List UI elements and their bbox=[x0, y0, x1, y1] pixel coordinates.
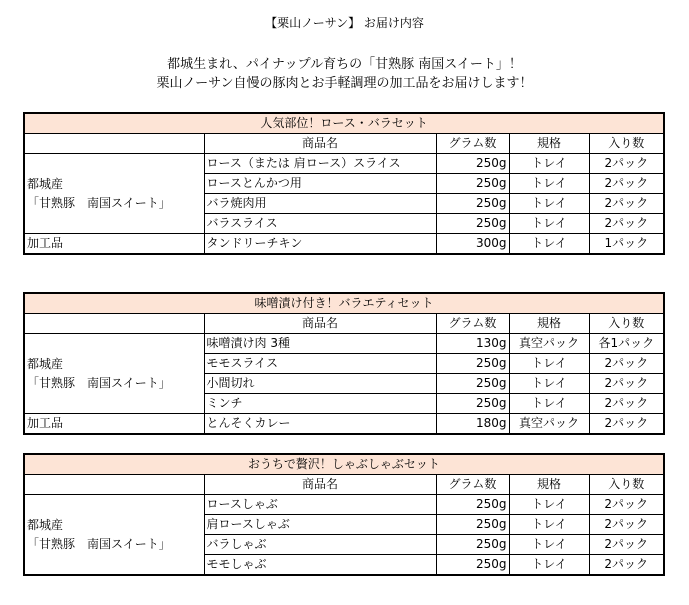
item-spec: トレイ bbox=[509, 194, 589, 214]
item-grams: 250g bbox=[436, 354, 509, 374]
item-grams: 250g bbox=[436, 535, 509, 555]
item-qty: 2パック bbox=[589, 374, 664, 394]
page-title: 【栗山ノーサン】 お届け内容 bbox=[265, 16, 424, 30]
item-spec: トレイ bbox=[509, 354, 589, 374]
item-qty: 2パック bbox=[589, 214, 664, 234]
item-name: タンドリーチキン bbox=[204, 234, 436, 255]
set-table-variety bbox=[23, 292, 665, 435]
category-cell bbox=[24, 154, 204, 234]
item-name: ロース（または 肩ロース）スライス bbox=[204, 154, 436, 174]
item-spec: トレイ bbox=[509, 234, 589, 255]
column-header-qty: 入り数 bbox=[589, 475, 664, 495]
column-header-spec: 規格 bbox=[509, 475, 589, 495]
column-header-spec: 規格 bbox=[509, 134, 589, 154]
item-qty: 1パック bbox=[589, 234, 664, 255]
item-qty: 2パック bbox=[589, 154, 664, 174]
item-qty: 2パック bbox=[589, 515, 664, 535]
item-name: ミンチ bbox=[204, 394, 436, 414]
item-name: バラスライス bbox=[204, 214, 436, 234]
set-title: 人気部位！ロース・バラセット bbox=[24, 113, 664, 134]
item-qty: 2パック bbox=[589, 194, 664, 214]
intro-text bbox=[0, 55, 689, 93]
item-qty: 2パック bbox=[589, 495, 664, 515]
header-blank bbox=[24, 314, 204, 334]
item-spec: トレイ bbox=[509, 174, 589, 194]
item-grams: 250g bbox=[436, 495, 509, 515]
column-header-grams: グラム数 bbox=[436, 134, 509, 154]
item-grams: 250g bbox=[436, 394, 509, 414]
item-grams: 300g bbox=[436, 234, 509, 255]
item-grams: 130g bbox=[436, 334, 509, 354]
item-name: とんそくカレー bbox=[204, 414, 436, 435]
item-name: ロースしゃぶ bbox=[204, 495, 436, 515]
item-grams: 250g bbox=[436, 515, 509, 535]
item-grams: 250g bbox=[436, 214, 509, 234]
category-line: 都城産 bbox=[27, 176, 64, 191]
item-name: バラしゃぶ bbox=[204, 535, 436, 555]
header-blank bbox=[24, 134, 204, 154]
item-name: 肩ロースしゃぶ bbox=[204, 515, 436, 535]
item-name: 味噌漬け肉 3種 bbox=[204, 334, 436, 354]
item-spec: トレイ bbox=[509, 154, 589, 174]
item-grams: 250g bbox=[436, 174, 509, 194]
processed-label: 加工品 bbox=[24, 234, 204, 255]
set-table-loin-belly bbox=[23, 112, 665, 255]
set-table-shabu bbox=[23, 453, 665, 576]
item-grams: 250g bbox=[436, 555, 509, 576]
category-cell bbox=[24, 495, 204, 576]
item-qty: 各1パック bbox=[589, 334, 664, 354]
category-line: 都城産 bbox=[27, 517, 64, 532]
item-spec: トレイ bbox=[509, 394, 589, 414]
item-grams: 250g bbox=[436, 374, 509, 394]
item-spec: トレイ bbox=[509, 374, 589, 394]
column-header-name: 商品名 bbox=[204, 475, 436, 495]
intro-line: 栗山ノーサン自慢の豚肉とお手軽調理の加工品をお届けします！ bbox=[156, 76, 533, 91]
item-spec: トレイ bbox=[509, 515, 589, 535]
item-spec: トレイ bbox=[509, 535, 589, 555]
item-spec: トレイ bbox=[509, 555, 589, 576]
item-spec: 真空パック bbox=[509, 334, 589, 354]
set-title: おうちで贅沢！しゃぶしゃぶセット bbox=[24, 454, 664, 475]
item-name: モモしゃぶ bbox=[204, 555, 436, 576]
category-line: 都城産 bbox=[27, 356, 64, 371]
intro-line: 都城生まれ、パイナップル育ちの「甘熟豚 南国スイート」！ bbox=[167, 57, 522, 72]
column-header-grams: グラム数 bbox=[436, 314, 509, 334]
item-spec: トレイ bbox=[509, 495, 589, 515]
item-spec: トレイ bbox=[509, 214, 589, 234]
item-name: バラ焼肉用 bbox=[204, 194, 436, 214]
column-header-name: 商品名 bbox=[204, 134, 436, 154]
item-name: ロースとんかつ用 bbox=[204, 174, 436, 194]
item-qty: 2パック bbox=[589, 555, 664, 576]
category-line: 「甘熟豚 南国スイート」 bbox=[27, 195, 171, 210]
item-qty: 2パック bbox=[589, 174, 664, 194]
item-qty: 2パック bbox=[589, 535, 664, 555]
item-name: モモスライス bbox=[204, 354, 436, 374]
column-header-qty: 入り数 bbox=[589, 314, 664, 334]
category-line: 「甘熟豚 南国スイート」 bbox=[27, 375, 171, 390]
processed-label: 加工品 bbox=[24, 414, 204, 435]
item-spec: 真空パック bbox=[509, 414, 589, 435]
item-qty: 2パック bbox=[589, 354, 664, 374]
column-header-spec: 規格 bbox=[509, 314, 589, 334]
item-grams: 250g bbox=[436, 154, 509, 174]
item-qty: 2パック bbox=[589, 394, 664, 414]
item-name: 小間切れ bbox=[204, 374, 436, 394]
column-header-qty: 入り数 bbox=[589, 134, 664, 154]
category-line: 「甘熟豚 南国スイート」 bbox=[27, 536, 171, 551]
column-header-name: 商品名 bbox=[204, 314, 436, 334]
item-qty: 2パック bbox=[589, 414, 664, 435]
category-cell bbox=[24, 334, 204, 414]
header-blank bbox=[24, 475, 204, 495]
item-grams: 180g bbox=[436, 414, 509, 435]
set-title: 味噌漬け付き！バラエティセット bbox=[24, 293, 664, 314]
column-header-grams: グラム数 bbox=[436, 475, 509, 495]
item-grams: 250g bbox=[436, 194, 509, 214]
